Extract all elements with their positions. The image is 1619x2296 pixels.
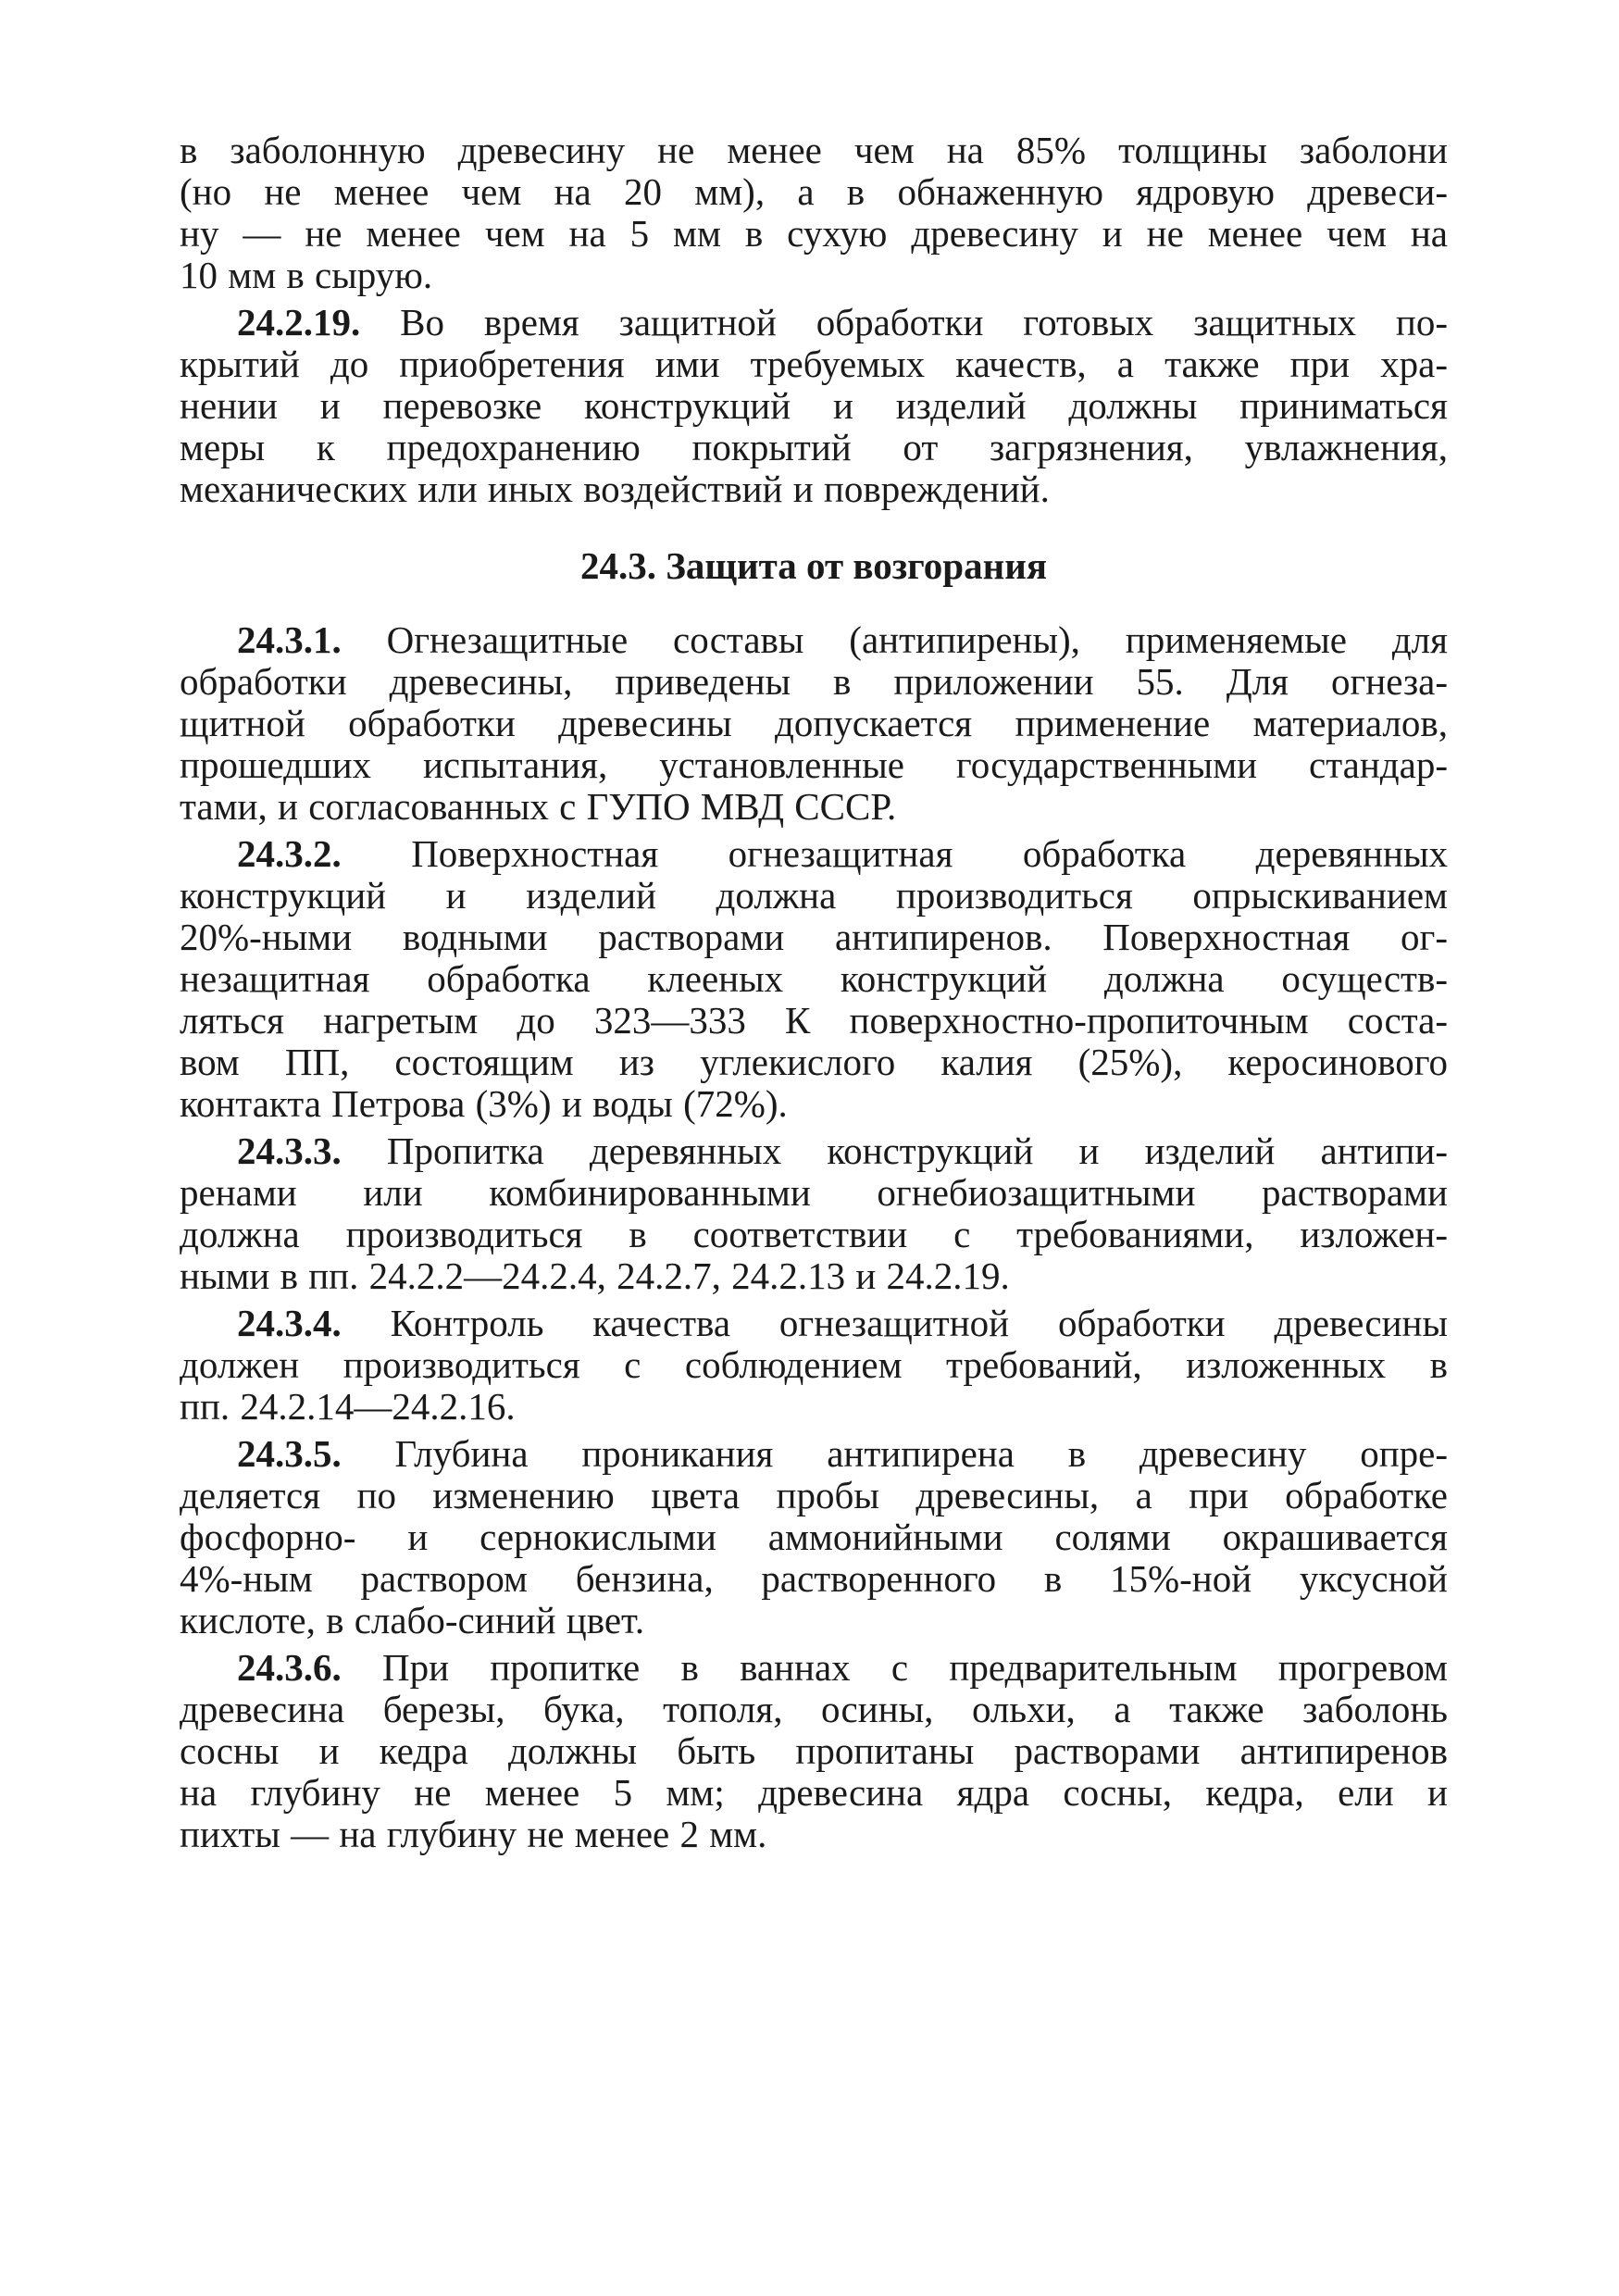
clause-text: Пропитка деревянных конструкций и изделий антипи- [341, 1129, 1448, 1172]
text-line: древесина березы, бука, тополя, осины, ольхи, а также заболонь [180, 1688, 1448, 1730]
text-line: должен производиться с соблюдением требований, изложенных в [180, 1343, 1448, 1386]
text-line: на глубину не менее 5 мм; древесина ядра сосны, кедра, ели и [180, 1771, 1448, 1814]
text-line: конструкций и изделий должна производиться опрыскиванием [180, 874, 1448, 917]
section-heading: 24.3. Защита от возгорания [579, 544, 1048, 587]
text-line: ренами или комбинированными огнебиозащитными растворами [180, 1171, 1448, 1214]
text-line: 4%-ным раствором бензина, растворенного в 15%-ной уксусной [180, 1557, 1448, 1600]
text-line: фосфорно- и сернокислыми аммонийными солями окрашивается [180, 1516, 1448, 1558]
clause-number: 24.3.2. [237, 832, 342, 875]
clause-number: 24.3.5. [237, 1432, 342, 1475]
text-line: 10 мм в сырую. [180, 254, 433, 296]
page-content [180, 130, 1448, 1855]
text-line: прошедших испытания, установленные государственными стандар- [180, 743, 1448, 786]
text-line: пп. 24.2.14—24.2.16. [180, 1385, 516, 1428]
text-line: (но не менее чем на 20 мм), а в обнаженную ядровую древеси- [180, 170, 1448, 213]
clause-24-3-1 [180, 619, 1448, 828]
intro-paragraph [180, 130, 1448, 296]
text-line [180, 302, 1448, 343]
clause-number: 24.3.4. [237, 1302, 342, 1344]
text-line [180, 1433, 1448, 1475]
text-line: крытий до приобретения ими требуемых качеств, а также при хра- [180, 343, 1448, 385]
text-line: ну — не менее чем на 5 мм в сухую древесину и не менее чем на [180, 212, 1448, 255]
text-line: кислоте, в слабо-синий цвет. [180, 1599, 645, 1641]
text-line: меры к предохранению покрытий от загрязнения, увлажнения, [180, 426, 1448, 468]
text-line: контакта Петрова (3%) и воды (72%). [180, 1082, 788, 1125]
clause-24-2-19 [180, 302, 1448, 510]
text-line [180, 1303, 1448, 1344]
clause-24-3-2 [180, 833, 1448, 1125]
clause-24-3-6 [180, 1647, 1448, 1855]
clause-24-3-3 [180, 1130, 1448, 1297]
text-line: обработки древесины, приведены в приложении 55. Для огнеза- [180, 660, 1448, 703]
clause-text: Поверхностная огнезащитная обработка деревянных [341, 832, 1448, 875]
text-line: должна производиться в соответствии с требованиями, изложен- [180, 1213, 1448, 1255]
text-line [180, 1647, 1448, 1689]
clause-number: 24.3.1. [237, 618, 342, 661]
text-line: ными в пп. 24.2.2—24.2.4, 24.2.7, 24.2.13 и 24.2.19. [180, 1254, 1010, 1297]
text-line: незащитная обработка клееных конструкций должна осуществ- [180, 957, 1448, 1000]
text-line [180, 1130, 1448, 1172]
text-line: сосны и кедра должны быть пропитаны растворами антипиренов [180, 1729, 1448, 1772]
clause-text: Глубина проникания антипирена в древесину опре- [341, 1432, 1448, 1475]
text-line: тами, и согласованных с ГУПО МВД СССР. [180, 785, 897, 828]
clause-text: Огнезащитные составы (антипирены), применяемые для [341, 618, 1448, 661]
text-line [180, 619, 1448, 661]
clause-number: 24.3.6. [237, 1646, 342, 1689]
text-line: деляется по изменению цвета пробы древесины, а при обработке [180, 1474, 1448, 1516]
text-line: нении и перевозке конструкций и изделий должны приниматься [180, 384, 1448, 427]
text-line: механических или иных воздействий и повреждений. [180, 468, 1050, 510]
text-line: пихты — на глубину не менее 2 мм. [180, 1813, 767, 1855]
text-line [180, 833, 1448, 875]
clause-text: Во время защитной обработки готовых защитных по- [360, 301, 1448, 343]
text-line: в заболонную древесину не менее чем на 85% толщины заболони [180, 129, 1448, 171]
text-line: щитной обработки древесины допускается применение материалов, [180, 702, 1448, 744]
clause-24-3-4 [180, 1303, 1448, 1428]
clause-text: Контроль качества огнезащитной обработки древесины [341, 1302, 1448, 1344]
clause-number: 24.3.3. [237, 1129, 342, 1172]
text-line: вом ПП, состоящим из углекислого калия (25%), керосинового [180, 1041, 1448, 1083]
clause-text: При пропитке в ваннах с предварительным прогревом [341, 1646, 1448, 1689]
clause-24-3-5 [180, 1433, 1448, 1641]
clause-number: 24.2.19. [237, 301, 361, 343]
text-line: 20%-ными водными растворами антипиренов. Поверхностная ог- [180, 916, 1448, 958]
text-line: ляться нагретым до 323—333 К поверхностно-пропиточным соста- [180, 999, 1448, 1042]
